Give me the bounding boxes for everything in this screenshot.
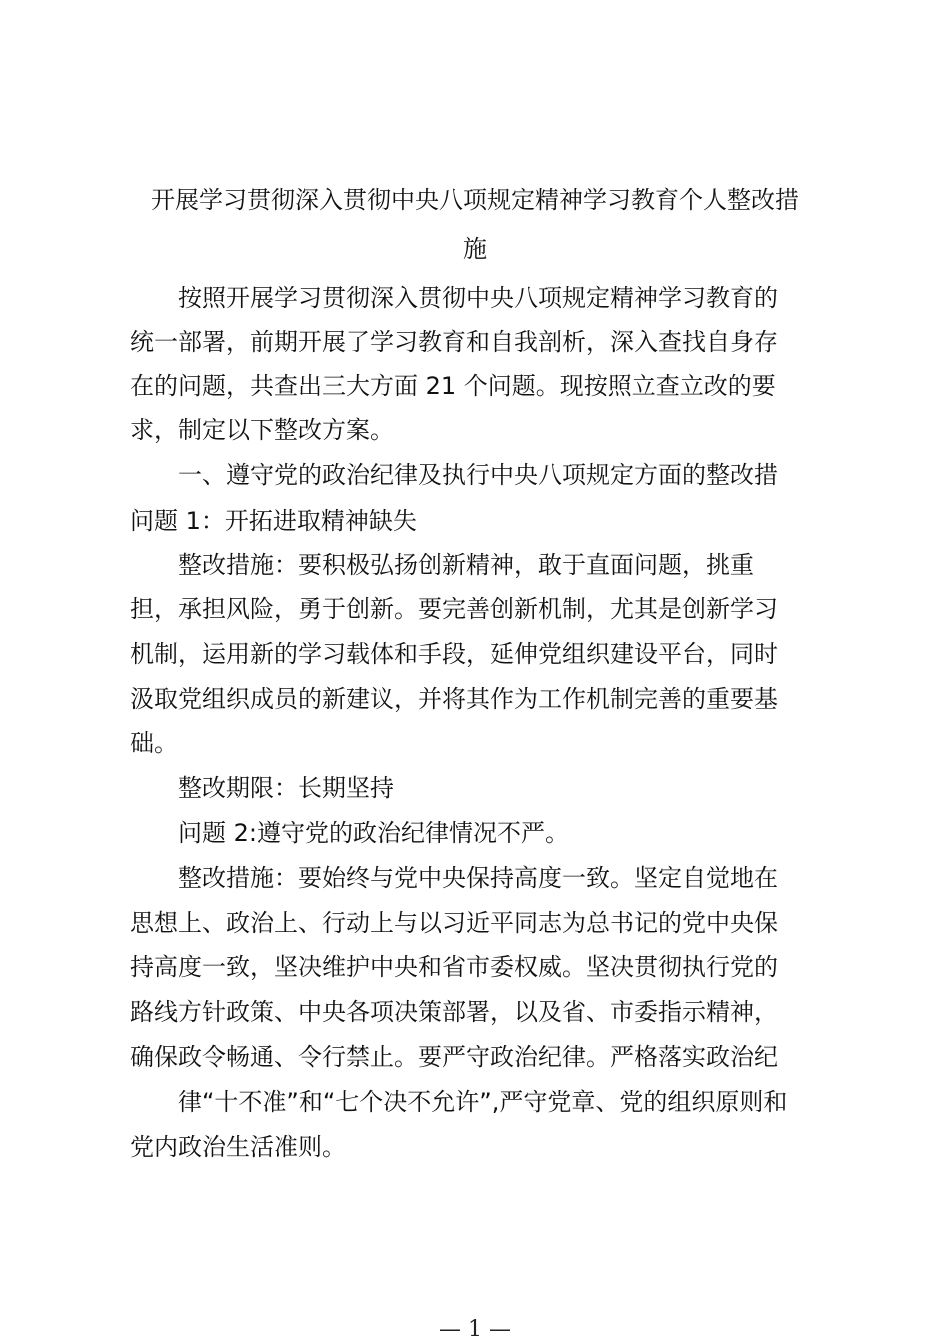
problem-2-measures-line-4: 路线方针政策、中央各项决策部署，以及省、市委指示精神， bbox=[130, 998, 778, 1026]
intro-line-2: 统一部署，前期开展了学习教育和自我剖析，深入查找自身存 bbox=[130, 328, 778, 356]
problem-1-measures-line-2: 担，承担风险，勇于创新。要完善创新机制，尤其是创新学习 bbox=[130, 595, 778, 623]
problem-2-measures-line-6: 律“十不准”和“七个决不允许”,严守党章、党的组织原则和 bbox=[178, 1088, 788, 1116]
problem-1-measures-line-3: 机制，运用新的学习载体和手段，延伸党组织建设平台，同时 bbox=[130, 640, 778, 668]
intro-line-3: 在的问题，共查出三大方面 21 个问题。现按照立查立改的要 bbox=[130, 372, 776, 400]
problem-2-measures-line-3: 持高度一致，坚决维护中央和省市委权威。坚决贯彻执行党的 bbox=[130, 953, 778, 981]
intro-line-4: 求，制定以下整改方案。 bbox=[130, 416, 394, 444]
problem-2-measures-line-1: 整改措施：要始终与党中央保持高度一致。坚定自觉地在 bbox=[178, 864, 778, 892]
problem-2-measures-line-5: 确保政令畅通、令行禁止。要严守政治纪律。严格落实政治纪 bbox=[130, 1043, 778, 1071]
problem-1-deadline: 整改期限：长期坚持 bbox=[178, 774, 394, 802]
problem-1-measures-line-4: 汲取党组织成员的新建议，并将其作为工作机制完善的重要基 bbox=[130, 685, 778, 713]
page-number: — 1 — bbox=[439, 1317, 511, 1342]
document-title-line-2: 施 bbox=[463, 235, 487, 263]
problem-2-title: 问题 2:遵守党的政治纪律情况不严。 bbox=[178, 819, 569, 847]
document-title-line-1: 开展学习贯彻深入贯彻中央八项规定精神学习教育个人整改措 bbox=[151, 186, 799, 214]
section-1-heading: 一、遵守党的政治纪律及执行中央八项规定方面的整改措 bbox=[178, 461, 778, 489]
problem-2-measures-line-2: 思想上、政治上、行动上与以习近平同志为总书记的党中央保 bbox=[130, 909, 778, 937]
problem-1-measures-line-1: 整改措施：要积极弘扬创新精神，敢于直面问题，挑重 bbox=[178, 551, 754, 579]
problem-2-measures-line-7: 党内政治生活准则。 bbox=[130, 1133, 346, 1161]
intro-line-1: 按照开展学习贯彻深入贯彻中央八项规定精神学习教育的 bbox=[178, 284, 778, 312]
problem-1-measures-line-5: 础。 bbox=[130, 729, 178, 757]
problem-1-title: 问题 1：开拓进取精神缺失 bbox=[130, 507, 417, 535]
